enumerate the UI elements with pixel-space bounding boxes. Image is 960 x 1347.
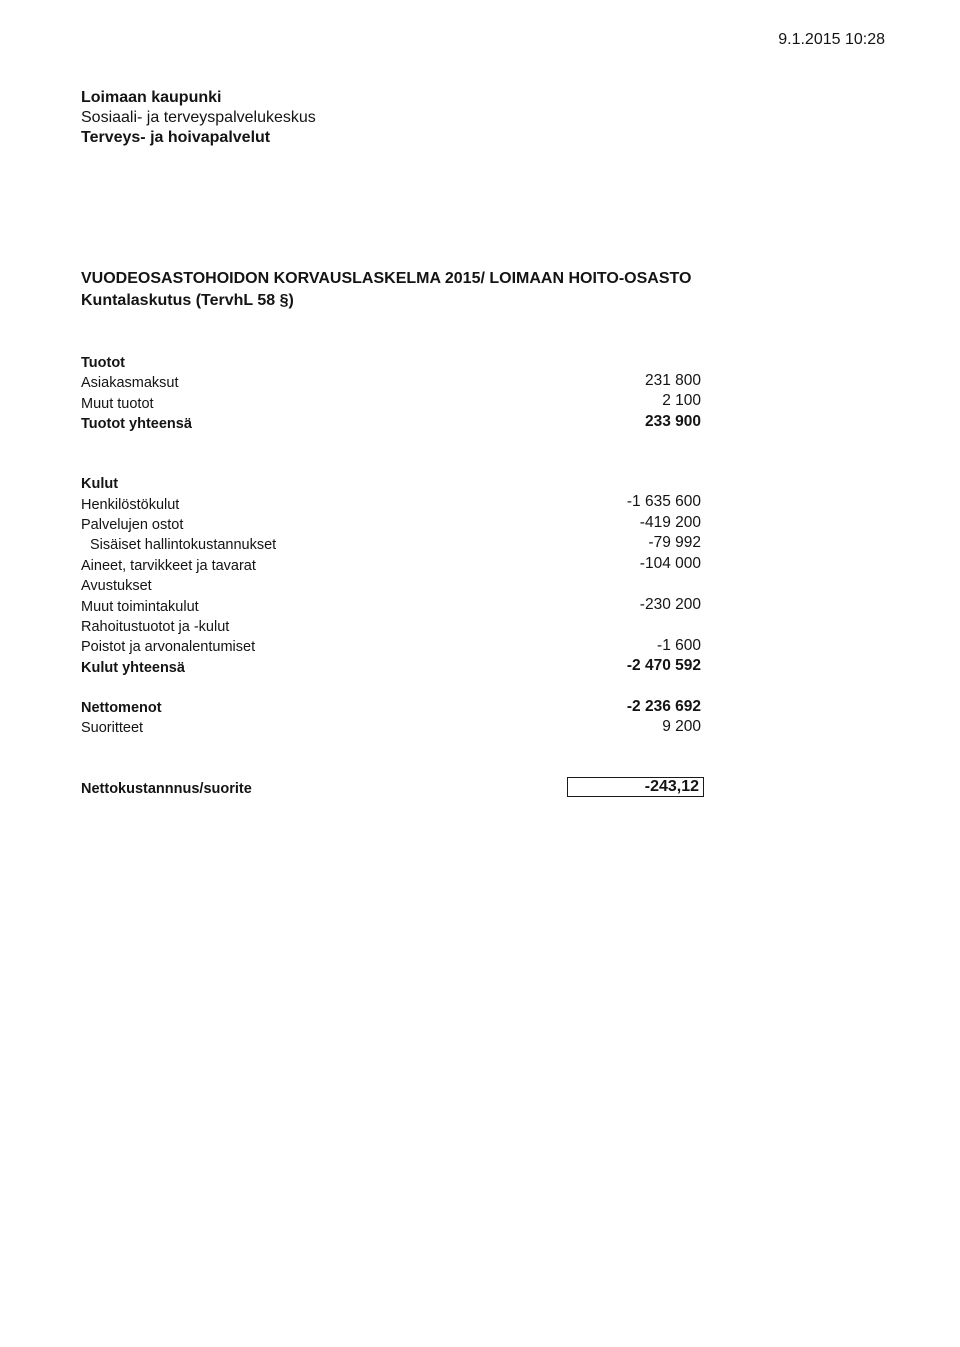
income-row-label: Muut tuotot: [81, 396, 154, 412]
performance-value: 9 200: [662, 718, 701, 735]
organization-unit: Terveys- ja hoivapalvelut: [81, 129, 271, 146]
result-value: -243,12: [644, 778, 699, 795]
cost-row-value: -104 000: [639, 555, 701, 572]
organization-city: Loimaan kaupunki: [81, 89, 222, 106]
cost-row-label: Palvelujen ostot: [81, 517, 184, 533]
cost-row-label: Aineet, tarvikkeet ja tavarat: [81, 558, 256, 574]
costs-heading: Kulut: [81, 476, 119, 492]
income-heading: Tuotot: [81, 355, 126, 371]
cost-row-value: -1 635 600: [626, 493, 701, 510]
net-value: -2 236 692: [626, 698, 701, 715]
cost-row-label: Muut toimintakulut: [81, 599, 199, 615]
income-total-label: Tuotot yhteensä: [81, 416, 192, 432]
cost-row-label: Sisäiset hallintokustannukset: [90, 537, 277, 553]
performance-label: Suoritteet: [81, 720, 144, 736]
net-label: Nettomenot: [81, 700, 162, 716]
income-total-value: 233 900: [644, 413, 701, 430]
result-label: Nettokustannnus/suorite: [81, 781, 252, 797]
organization-center: Sosiaali- ja terveyspalvelukeskus: [81, 109, 316, 126]
costs-total-value: -2 470 592: [626, 657, 701, 674]
income-row-value: 231 800: [644, 372, 701, 389]
cost-row-value: -1 600: [657, 637, 701, 654]
cost-row-label: Rahoitustuotot ja -kulut: [81, 619, 230, 635]
income-row-value: 2 100: [662, 392, 701, 409]
report-title: VUODEOSASTOHOIDON KORVAUSLASKELMA 2015/ LOIMAAN HOITO-OSASTO: [81, 270, 692, 287]
cost-row-value: -79 992: [648, 534, 701, 551]
report-subtitle: Kuntalaskutus (TervhL 58 §): [81, 292, 294, 309]
print-timestamp: 9.1.2015 10:28: [778, 31, 885, 48]
cost-row-label: Avustukset: [81, 578, 152, 594]
cost-row-value: -230 200: [639, 596, 701, 613]
cost-row-label: Henkilöstökulut: [81, 497, 180, 513]
result-box: [567, 777, 704, 797]
cost-row-label: Poistot ja arvonalentumiset: [81, 639, 256, 655]
costs-total-label: Kulut yhteensä: [81, 660, 185, 676]
cost-row-value: -419 200: [639, 514, 701, 531]
income-row-label: Asiakasmaksut: [81, 375, 179, 391]
